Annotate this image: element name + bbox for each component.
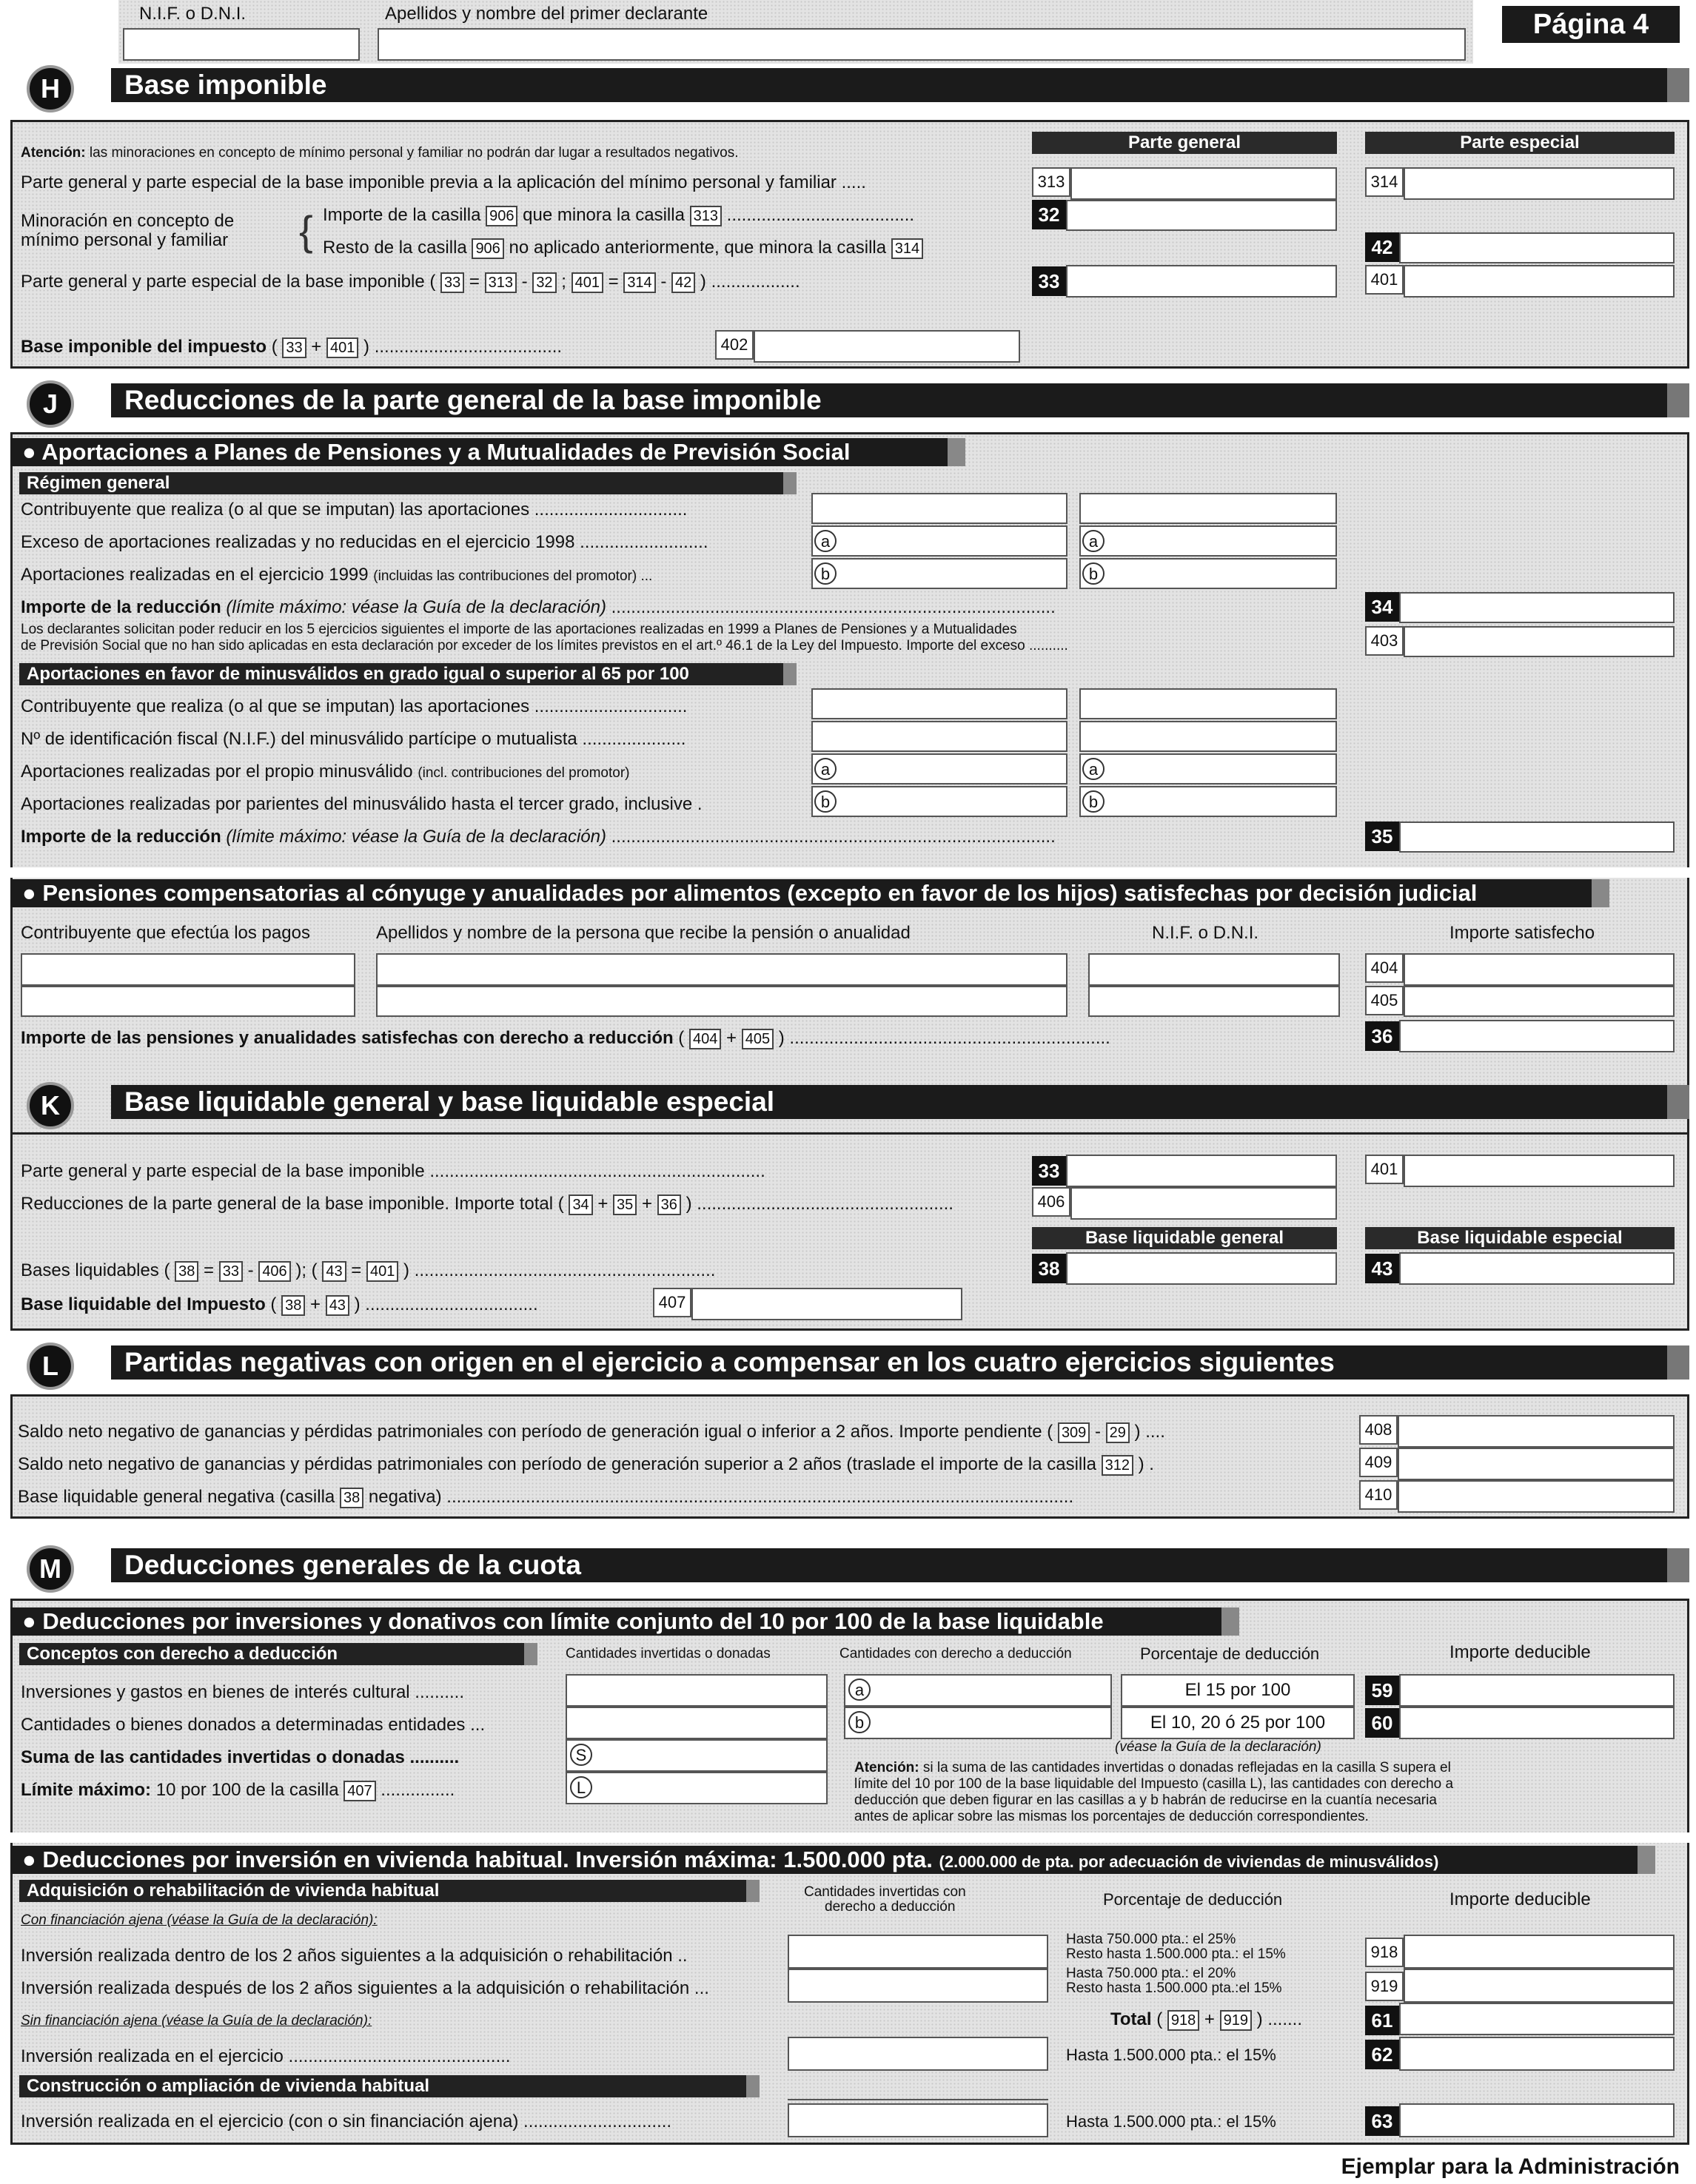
input-j-r1-a[interactable] (811, 493, 1067, 524)
box-36: 36 (1365, 1021, 1399, 1051)
input-918[interactable] (1404, 1935, 1675, 1969)
k-r3: Bases liquidables ( 38 = 33 - 406 ); ( 43 = 401 ) ............................................................. (21, 1260, 716, 1280)
input-j-r2-b[interactable] (1079, 525, 1337, 557)
input-p2-c1[interactable] (21, 986, 355, 1017)
m-conceptos: Conceptos con derecho a deducción (19, 1643, 537, 1665)
m-aten2: límite del 10 por 100 de la base liquidable del Impuesto (casilla L), las cantidades con derecho a (854, 1776, 1454, 1792)
m-c4: Límite máximo: 10 por 100 de la casilla 407 ............... (21, 1780, 455, 1800)
j-m5: Importe de la reducción (límite máximo: véase la Guía de la declaración) .......................................................................................... (21, 827, 1056, 847)
l-r1: Saldo neto negativo de ganancias y pérdidas patrimoniales con período de generación igual o inferior a 2 años. Importe pendiente ( 309 - 29 ) .... (18, 1422, 1165, 1442)
input-60[interactable] (1399, 1707, 1675, 1739)
m-h2: Cantidades con derecho a deducción (839, 1646, 1072, 1661)
input-k401[interactable] (1404, 1155, 1675, 1187)
input-35[interactable] (1399, 821, 1675, 853)
j-m2: Nº de identificación fiscal (N.I.F.) del minusválido partícipe o mutualista ..................... (21, 729, 686, 749)
box-33: 33 (1032, 266, 1066, 296)
m-v1: Inversión realizada dentro de los 2 años siguientes a la adquisición o rehabilitación .. (21, 1946, 688, 1966)
box-60: 60 (1365, 1708, 1399, 1738)
input-403[interactable] (1404, 626, 1675, 657)
input-m-l[interactable] (566, 1772, 828, 1804)
m-p1: El 15 por 100 (1121, 1674, 1355, 1707)
m-gap (10, 1832, 1689, 1843)
input-m-v1[interactable] (788, 1935, 1048, 1969)
input-j-r3-a[interactable] (811, 558, 1067, 589)
input-j-r1-b[interactable] (1079, 493, 1337, 524)
input-402[interactable] (754, 330, 1020, 363)
section-k-badge: K (27, 1082, 74, 1129)
input-61[interactable] (1399, 2003, 1675, 2035)
box-404: 404 (1365, 953, 1404, 983)
box-409: 409 (1359, 1448, 1398, 1477)
oval-b-2: b (1082, 562, 1105, 585)
footer: Ejemplar para la Administración (1341, 2154, 1680, 2179)
input-919[interactable] (1404, 1969, 1675, 2003)
input-j-m2-a[interactable] (811, 721, 1067, 752)
oval-m-b: b (848, 1711, 871, 1733)
oval-m-a: a (848, 1679, 871, 1701)
box-35: 35 (1365, 821, 1399, 851)
m-total: Total ( 918 + 919 ) ....... (1110, 2009, 1302, 2029)
p-total: Importe de las pensiones y anualidades satisfechas con derecho a reducción ( 404 + 405 ) ................................................................. (21, 1028, 1110, 1048)
section-l-title: Partidas negativas con origen en el ejercicio a compensar en los cuatro ejercicios siguientes (111, 1345, 1689, 1380)
j-r3: Aportaciones realizadas en el ejercicio 1999 (incluidas las contribuciones del promotor) ... (21, 565, 653, 585)
h-row1-label: Parte general y parte especial de la base imponible previa a la aplicación del mínimo personal y familiar ..... (21, 172, 866, 192)
m-p2: El 10, 20 ó 25 por 100 (1121, 1707, 1355, 1739)
box-k401: 401 (1365, 1155, 1404, 1184)
oval-a: a (814, 530, 837, 552)
input-m-c1[interactable] (566, 1674, 828, 1707)
p-h3: N.I.F. o D.N.I. (1152, 923, 1259, 943)
input-p2-c3[interactable] (1088, 986, 1340, 1017)
p-h2: Apellidos y nombre de la persona que recibe la pensión o anualidad (376, 923, 911, 943)
input-38[interactable] (1066, 1252, 1337, 1285)
h-row4: Parte general y parte especial de la base imponible ( 33 = 313 - 32 ; 401 = 314 - 42 ) .................. (21, 272, 800, 292)
box-38: 38 (1032, 1254, 1066, 1283)
h-total: Base imponible del impuesto ( 33 + 401 ) ...................................... (21, 337, 563, 357)
j-r5: Los declarantes solicitan poder reducir en los 5 ejercicios siguientes el importe de las aportaciones realizadas en 1999 a Planes de Pensiones y a Mutualidades (21, 622, 1017, 637)
input-405[interactable] (1404, 986, 1675, 1017)
section-m-badge: M (27, 1545, 74, 1593)
box-919: 919 (1365, 1972, 1404, 2001)
k-col2: Base liquidable especial (1365, 1227, 1675, 1249)
input-j-r2-a[interactable] (811, 525, 1067, 557)
m-h3: Porcentaje de deducción (1140, 1644, 1320, 1663)
m-pct4: Hasta 1.500.000 pta.: el 15% (1066, 2112, 1276, 2131)
m-v4: Inversión realizada en el ejercicio (con o sin financiación ajena) .............................. (21, 2111, 672, 2131)
box-410: 410 (1359, 1480, 1398, 1510)
h-minoracion-b: mínimo personal y familiar (21, 230, 229, 250)
input-m-v4[interactable] (788, 2103, 1048, 2137)
section-k-title: Base liquidable general y base liquidable especial (111, 1085, 1689, 1119)
m-c3: Suma de las cantidades invertidas o donadas .......... (21, 1747, 460, 1767)
section-j-title: Reducciones de la parte general de la base imponible (111, 383, 1689, 417)
j-r2: Exceso de aportaciones realizadas y no reducidas en el ejercicio 1998 .......................... (21, 532, 708, 552)
box-401: 401 (1365, 265, 1404, 295)
box-313: 313 (1032, 167, 1070, 197)
input-32[interactable] (1066, 200, 1337, 231)
m-h1: Cantidades invertidas o donadas (566, 1646, 771, 1661)
box-407: 407 (653, 1288, 691, 1317)
j-r1: Contribuyente que realiza (o al que se imputan) las aportaciones ............................... (21, 500, 688, 520)
m-h4: Importe deducible (1449, 1642, 1591, 1662)
l-r2: Saldo neto negativo de ganancias y pérdidas patrimoniales con período de generación superior a 2 años (traslade el importe de la casilla 312 ) . (18, 1454, 1154, 1474)
j-minus: Aportaciones en favor de minusválidos en grado igual o superior al 65 por 100 (19, 663, 797, 685)
input-407[interactable] (691, 1288, 962, 1320)
p-h1: Contribuyente que efectúa los pagos (21, 923, 310, 943)
j-gap (10, 867, 1689, 878)
input-59[interactable] (1399, 1674, 1675, 1707)
input-406[interactable] (1070, 1187, 1337, 1220)
page-number: Página 4 (1502, 6, 1680, 43)
box-34: 34 (1365, 592, 1399, 622)
input-313[interactable] (1070, 167, 1337, 200)
m-c2: Cantidades o bienes donados a determinadas entidades ... (21, 1715, 486, 1735)
k-col1: Base liquidable general (1032, 1227, 1337, 1249)
input-j-r3-b[interactable] (1079, 558, 1337, 589)
oval-m-s: S (570, 1744, 592, 1766)
m-pct1b: Resto hasta 1.500.000 pta.: el 15% (1066, 1946, 1286, 1962)
input-p1-c1[interactable] (21, 953, 355, 986)
input-j-m1-a[interactable] (811, 688, 1067, 719)
name-input[interactable] (378, 28, 1466, 61)
input-k33[interactable] (1066, 1155, 1337, 1187)
m-v-h1a: Cantidades invertidas con (804, 1884, 966, 1900)
p-h4: Importe satisfecho (1449, 923, 1595, 943)
box-43: 43 (1365, 1254, 1399, 1283)
input-p1-c2[interactable] (376, 953, 1067, 986)
input-36[interactable] (1399, 1020, 1675, 1052)
k-r1: Parte general y parte especial de la base imponible .................................................................... (21, 1161, 765, 1181)
box-408: 408 (1359, 1415, 1398, 1445)
nif-input[interactable] (123, 28, 360, 61)
m-sin-fin: Sin financiación ajena (véase la Guía de la declaración): (21, 2013, 372, 2029)
oval-a-2: a (1082, 530, 1105, 552)
j-regimen: Régimen general (19, 472, 797, 494)
input-401[interactable] (1404, 265, 1675, 298)
input-63[interactable] (1399, 2103, 1675, 2137)
h-minoracion-a: Minoración en concepto de (21, 211, 235, 231)
m-p3: (véase la Guía de la declaración) (1115, 1739, 1321, 1755)
input-34[interactable] (1399, 592, 1675, 623)
input-m-b[interactable] (844, 1707, 1112, 1739)
box-406: 406 (1032, 1187, 1070, 1217)
box-403: 403 (1365, 626, 1404, 656)
m-v-h3: Importe deducible (1449, 1889, 1591, 1909)
box-314: 314 (1365, 167, 1404, 197)
m-pct2b: Resto hasta 1.500.000 pta.:el 15% (1066, 1980, 1282, 1996)
input-m-a[interactable] (844, 1674, 1112, 1707)
m-con-fin: Con financiación ajena (véase la Guía de la declaración): (21, 1912, 378, 1928)
box-62: 62 (1365, 2040, 1399, 2069)
m-v2: Inversión realizada después de los 2 años siguientes a la adquisición o rehabilitación ... (21, 1978, 709, 1998)
j-sub2: ● Pensiones compensatorias al cónyuge y anualidades por alimentos (excepto en favor de los hijos) satisfechas por decisión judicial (10, 879, 1609, 907)
oval-m-l: L (570, 1776, 592, 1798)
m-aten1: Atención: si la suma de las cantidades invertidas o donadas reflejadas en la casilla S supera el (854, 1760, 1451, 1775)
section-h-badge: H (27, 65, 74, 112)
input-j-m3-a[interactable] (811, 753, 1067, 784)
m-c1: Inversiones y gastos en bienes de interés cultural .......... (21, 1682, 464, 1702)
col-parte-general: Parte general (1032, 132, 1337, 154)
j-m1: Contribuyente que realiza (o al que se imputan) las aportaciones ............................... (21, 696, 688, 716)
input-42[interactable] (1399, 232, 1675, 263)
input-409[interactable] (1398, 1448, 1675, 1480)
box-32: 32 (1032, 200, 1066, 229)
oval-b-3: b (814, 790, 837, 813)
l-r3: Base liquidable general negativa (casilla 38 negativa) ............................................................................................................................... (18, 1487, 1074, 1507)
input-314[interactable] (1404, 167, 1675, 200)
input-m-s[interactable] (566, 1739, 828, 1772)
section-j-badge: J (27, 380, 74, 428)
oval-a-4: a (1082, 758, 1105, 780)
input-j-m1-b[interactable] (1079, 688, 1337, 719)
brace: { (299, 207, 313, 254)
input-p1-c3[interactable] (1088, 953, 1340, 986)
m-adq: Adquisición o rehabilitación de vivienda habitual (19, 1880, 760, 1902)
j-r5b: de Previsión Social que no han sido aplicadas en esta declaración por exceder de los límites previstos en el art.º 46.1 de la Ley del Impuesto. Importe del exceso .......... (21, 638, 1068, 653)
input-33[interactable] (1066, 265, 1337, 298)
m-pct2a: Hasta 750.000 pta.: el 20% (1066, 1966, 1236, 1981)
input-62[interactable] (1399, 2037, 1675, 2071)
box-405: 405 (1365, 986, 1404, 1015)
j-r4: Importe de la reducción (límite máximo: véase la Guía de la declaración) .......................................................................................... (21, 597, 1056, 617)
name-label: Apellidos y nombre del primer declarante (385, 4, 708, 24)
m-aten3: deducción que deben figurar en las casillas a y b habrán de reducirse en la cuantía necesaria (854, 1792, 1437, 1808)
m-pct3: Hasta 1.500.000 pta.: el 15% (1066, 2046, 1276, 2064)
m-aten4: antes de aplicar sobre las mismas los porcentajes de deducción correspondientes. (854, 1809, 1369, 1824)
input-m-v3[interactable] (788, 2037, 1048, 2071)
k-r4: Base liquidable del Impuesto ( 38 + 43 ) ................................... (21, 1294, 538, 1314)
input-43[interactable] (1399, 1252, 1675, 1285)
oval-b: b (814, 562, 837, 585)
input-j-m4-a[interactable] (811, 786, 1067, 817)
j-m3: Aportaciones realizadas por el propio minusválido (incl. contribuciones del promotor) (21, 762, 630, 782)
input-m-c2[interactable] (566, 1707, 828, 1739)
m-v-h1b: derecho a deducción (825, 1899, 956, 1915)
box-402: 402 (715, 330, 754, 360)
h-atencion: Atención: las minoraciones en concepto de mínimo personal y familiar no podrán dar lugar a resultados negativos. (21, 145, 739, 161)
m-pct1a: Hasta 750.000 pta.: el 25% (1066, 1932, 1236, 1947)
box-59: 59 (1365, 1676, 1399, 1705)
section-l-badge: L (27, 1343, 74, 1390)
input-j-m4-b[interactable] (1079, 786, 1337, 817)
input-408[interactable] (1398, 1415, 1675, 1448)
m-v3: Inversión realizada en el ejercicio ............................................. (21, 2046, 511, 2066)
box-k33: 33 (1032, 1156, 1066, 1186)
section-m-title: Deducciones generales de la cuota (111, 1548, 1689, 1582)
box-918: 918 (1365, 1938, 1404, 1967)
input-p2-c2[interactable] (376, 986, 1067, 1017)
col-parte-especial: Parte especial (1365, 132, 1675, 154)
input-m-v2[interactable] (788, 1969, 1048, 2003)
k-r2: Reducciones de la parte general de la base imponible. Importe total ( 34 + 35 + 36 ) .................................................... (21, 1194, 953, 1214)
j-m4: Aportaciones realizadas por parientes del minusválido hasta el tercer grado, inclusive . (21, 794, 703, 814)
input-410[interactable] (1398, 1480, 1675, 1513)
nif-label: N.I.F. o D.N.I. (139, 4, 247, 24)
h-row2: Importe de la casilla 906 que minora la casilla 313 ...................................... (323, 205, 915, 225)
input-j-m2-b[interactable] (1079, 721, 1337, 752)
input-404[interactable] (1404, 953, 1675, 986)
m-sub1: ● Deducciones por inversiones y donativos con límite conjunto del 10 por 100 de la base liquidable (10, 1607, 1239, 1636)
j-sub1: ● Aportaciones a Planes de Pensiones y a Mutualidades de Previsión Social (10, 438, 965, 466)
m-constr: Construcción o ampliación de vivienda habitual (19, 2075, 760, 2097)
box-42: 42 (1365, 232, 1399, 262)
m-v-h2: Porcentaje de deducción (1103, 1890, 1283, 1909)
h-row3: Resto de la casilla 906 no aplicado anteriormente, que minora la casilla 314 (323, 237, 923, 259)
input-j-m3-b[interactable] (1079, 753, 1337, 784)
m-sub2: ● Deducciones por inversión en vivienda habitual. Inversión máxima: 1.500.000 pta. (2.000.000 de pta. por adecuación de viviendas de minusválidos) (10, 1846, 1655, 1874)
oval-b-4: b (1082, 790, 1105, 813)
oval-a-3: a (814, 758, 837, 780)
section-h-title: Base imponible (111, 68, 1689, 102)
box-61: 61 (1365, 2006, 1399, 2035)
box-63: 63 (1365, 2106, 1399, 2136)
